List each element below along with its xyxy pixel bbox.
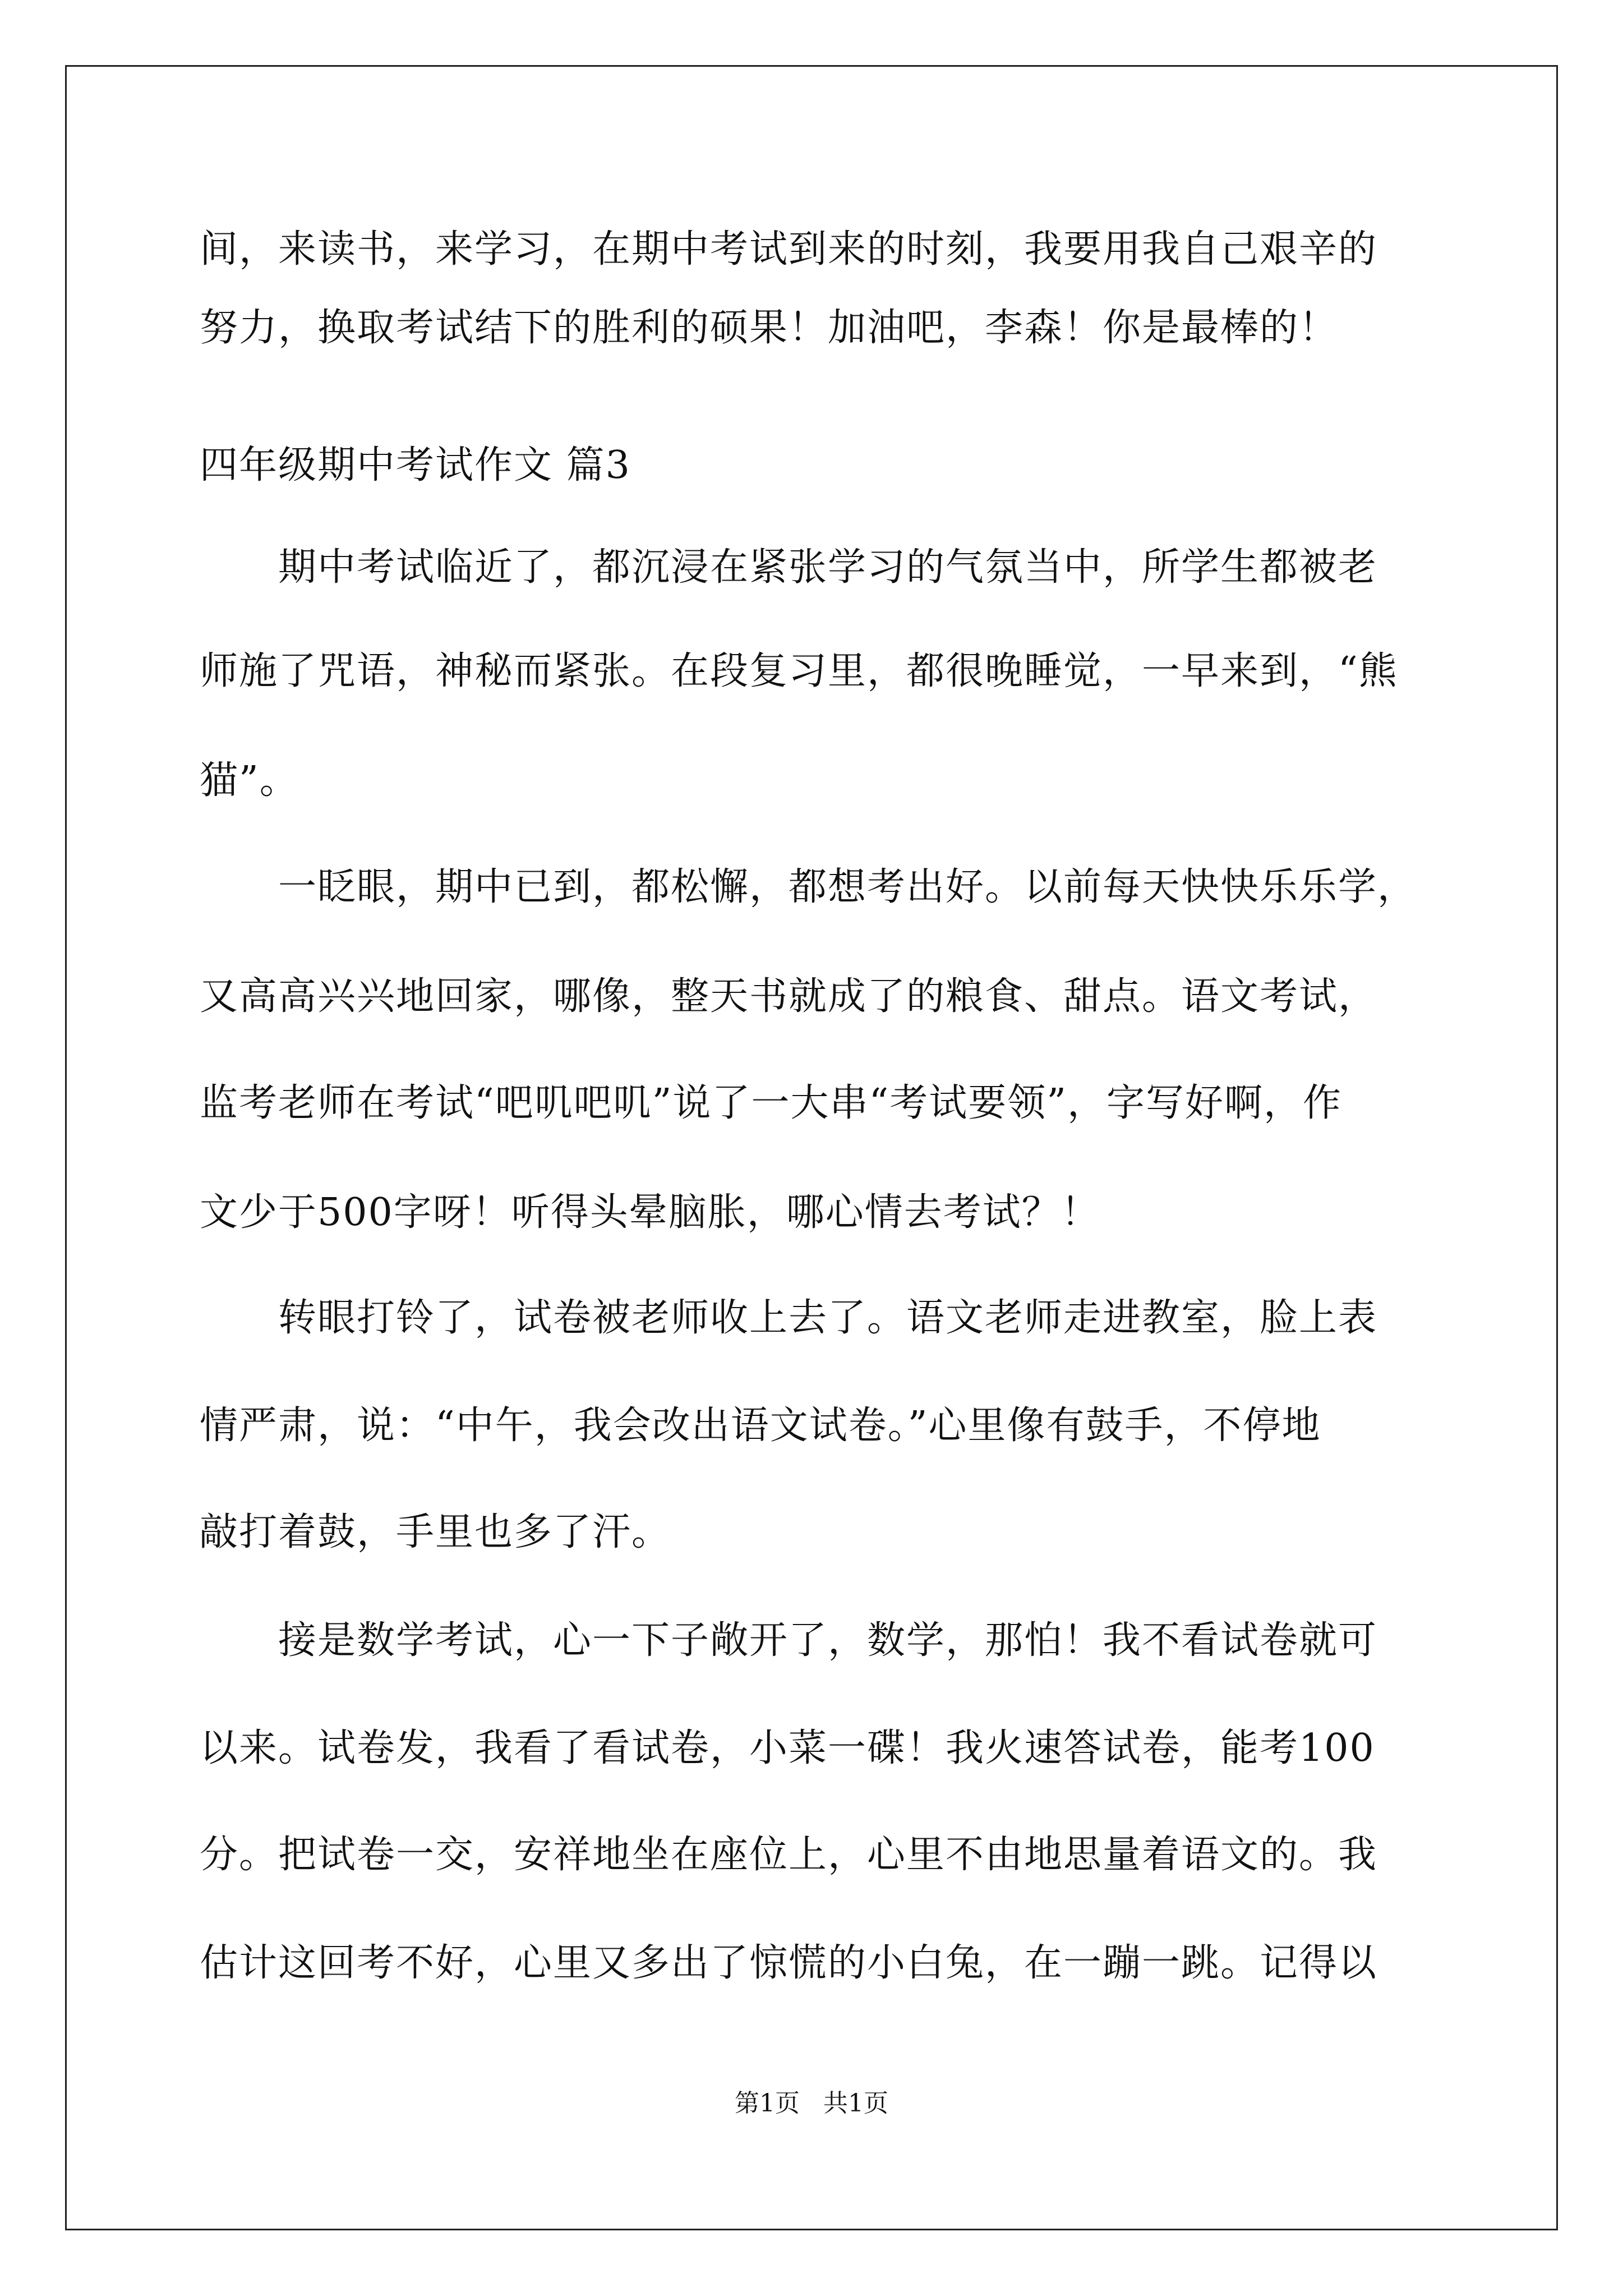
text-line-8: 监考老师在考试“吧叽吧叽”说了一大串“考试要领”，字写好啊，作 [200, 1081, 1343, 1125]
text-line-15: 分。把试卷一交，安祥地坐在座位上，心里不由地思量着语文的。我 [200, 1833, 1378, 1877]
text-line-14: 以来。试卷发，我看了看试卷，小菜一碟！我火速答试卷，能考100 [200, 1726, 1375, 1770]
text-line-13: 接是数学考试，心一下子敞开了，数学，那怕！我不看试卷就可 [200, 1618, 1378, 1663]
page-border [65, 65, 1558, 2230]
text-line-1: 间，来读书，来学习，在期中考试到来的时刻，我要用我自己艰辛的 [200, 227, 1378, 272]
section-heading: 四年级期中考试作文 篇3 [200, 443, 631, 487]
text-line-10: 转眼打铃了，试卷被老师收上去了。语文老师走进教室，脸上表 [200, 1296, 1378, 1340]
text-line-3: 期中考试临近了，都沉浸在紧张学习的气氛当中，所学生都被老 [200, 545, 1378, 590]
text-line-2: 努力，换取考试结下的胜利的硕果！加油吧，李森！你是最棒的！ [200, 306, 1339, 350]
text-line-12: 敲打着鼓，手里也多了汗。 [200, 1510, 671, 1554]
text-line-6: 一眨眼，期中已到，都松懈，都想考出好。以前每天快快乐乐学， [200, 865, 1417, 909]
text-line-7: 又高高兴兴地回家，哪像，整天书就成了的粮食、甜点。语文考试， [200, 974, 1378, 1019]
text-line-9: 文少于500字呀！听得头晕脑胀，哪心情去考试？！ [200, 1190, 1100, 1235]
text-line-5: 猫”。 [200, 758, 299, 803]
text-line-11: 情严肃，说：“中午，我会改出语文试卷。”心里像有鼓手，不停地 [200, 1404, 1321, 1448]
page-footer: 第1页 共1页 [735, 2089, 888, 2118]
text-line-4: 师施了咒语，神秘而紧张。在段复习里，都很晚睡觉，一早来到，“熊 [200, 649, 1398, 693]
text-line-16: 估计这回考不好，心里又多出了惊慌的小白兔，在一蹦一跳。记得以 [200, 1941, 1378, 1985]
